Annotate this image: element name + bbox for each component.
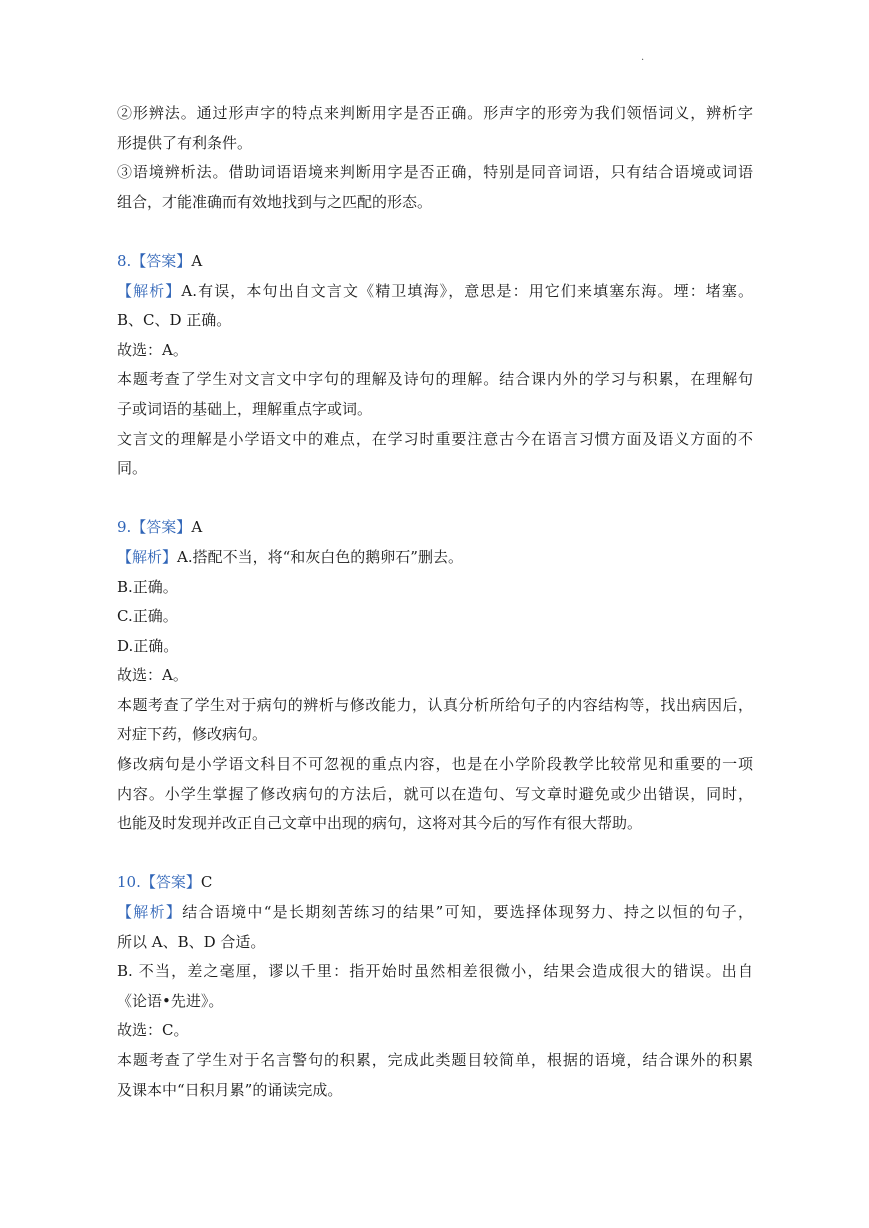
text-line: D.正确。 <box>117 636 179 655</box>
text-line: 子或词语的基础上，理解重点字或词。 <box>117 399 373 418</box>
text-line: C.正确。 <box>117 607 178 626</box>
answer-value: A <box>191 518 203 537</box>
text-line: 故选：A。 <box>117 666 188 685</box>
text-line: ②形辨法。通过形声字的特点来判断用字是否正确。形声字的形旁为我们领悟词义，辨析字 <box>117 104 753 122</box>
text-line: 组合，才能准确而有效地找到与之匹配的形态。 <box>117 192 433 211</box>
question-10 <box>117 868 753 1105</box>
text-line: 也能及时发现并改正自己文章中出现的病句，这将对其今后的写作有很大帮助。 <box>117 814 643 833</box>
analysis-label: 【解析】 <box>117 547 178 566</box>
answer-value: C <box>200 873 213 892</box>
question-8 <box>117 247 753 484</box>
text-line: 修改病句是小学语文科目不可忽视的重点内容，也是在小学阶段教学比较常见和重要的一项 <box>117 755 753 774</box>
text-line: 本题考查了学生对文言文中字句的理解及诗句的理解。结合课内外的学习与积累，在理解句 <box>117 370 753 389</box>
analysis-label: 【解析】 <box>117 281 182 300</box>
text-line: 本题考查了学生对于病句的辨析与修改能力，认真分析所给句子的内容结构等，找出病因后， <box>117 695 753 714</box>
text-line: B. 不当，差之毫厘，谬以千里：指开始时虽然相差很微小，结果会造成很大的错误。出自 <box>117 962 753 981</box>
text-line: 内容。小学生掌握了修改病句的方法后，就可以在造句、写文章时避免或少出错误，同时， <box>117 784 753 803</box>
text-line: B.正确。 <box>117 577 178 596</box>
answer-line <box>117 513 753 543</box>
answer-label: 10.【答案】 <box>117 873 201 892</box>
answer-line <box>117 868 753 898</box>
text-line: B、C、D 正确。 <box>117 311 232 330</box>
answer-label: 8.【答案】 <box>117 251 192 270</box>
text-line: 形提供了有利条件。 <box>117 133 253 152</box>
spacer <box>117 839 753 869</box>
analysis-line <box>117 277 753 307</box>
answer-value: A <box>191 251 203 270</box>
text-line: 同。 <box>117 459 148 478</box>
spacer <box>117 484 753 514</box>
question-9 <box>117 513 753 839</box>
document-content <box>117 99 753 1105</box>
text-line: ③语境辨析法。借助词语语境来判断用字是否正确，特别是同音词语，只有结合语境或词语 <box>117 163 753 182</box>
answer-label: 9.【答案】 <box>117 518 192 537</box>
document-page <box>117 0 753 1228</box>
answer-line <box>117 247 753 277</box>
section-7-tail <box>117 99 753 217</box>
analysis-line <box>117 543 753 573</box>
analysis-text: A.有误，本句出自文言文《精卫填海》，意思是：用它们来填塞东海。堙：堵塞。 <box>181 281 753 300</box>
spacer <box>117 217 753 247</box>
text-line: 及课本中“日积月累”的诵读完成。 <box>117 1080 343 1099</box>
text-line: 本题考查了学生对于名言警句的积累，完成此类题目较简单，根据的语境，结合课外的积累 <box>117 1051 753 1069</box>
text-line: 对症下药，修改病句。 <box>117 725 268 744</box>
text-line: 故选：C。 <box>117 1021 189 1040</box>
header-dot: . <box>641 52 645 63</box>
text-line: 所以 A、B、D 合适。 <box>117 932 266 951</box>
analysis-text: A.搭配不当，将“和灰白色的鹅卵石”删去。 <box>177 547 463 566</box>
analysis-text: 结合语境中“是长期刻苦练习的结果”可知，要选择体现努力、持之以恒的句子， <box>182 903 753 922</box>
text-line: 文言文的理解是小学语文中的难点，在学习时重要注意古今在语言习惯方面及语义方面的不 <box>117 429 753 448</box>
analysis-label: 【解析】 <box>117 903 183 922</box>
text-line: 故选：A。 <box>117 340 188 359</box>
text-line: 《论语•先进》。 <box>117 991 224 1010</box>
analysis-line <box>117 898 753 928</box>
